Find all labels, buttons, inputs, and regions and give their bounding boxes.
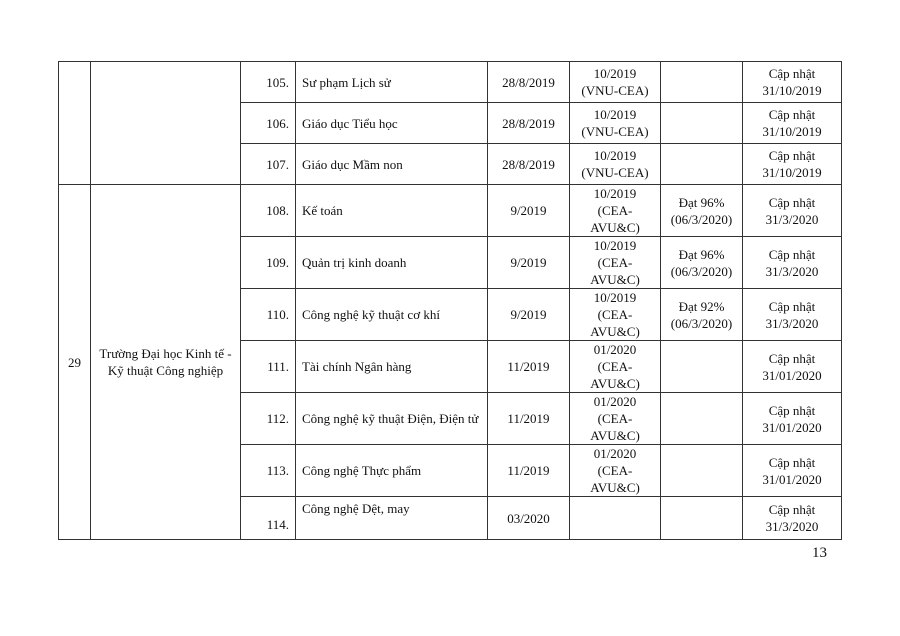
update-date: Cập nhật 31/10/2019: [743, 62, 842, 103]
accreditation-result: [661, 62, 743, 103]
evaluation-date: 28/8/2019: [488, 144, 570, 185]
accreditation-org: 01/2020 (CEA- AVU&C): [570, 341, 661, 393]
program-number: 113.: [241, 445, 296, 497]
program-name: Công nghệ Dệt, may: [296, 497, 488, 540]
program-name: Công nghệ kỹ thuật Điện, Điện tử: [296, 393, 488, 445]
school-number-cell: [59, 62, 91, 185]
evaluation-date: 28/8/2019: [488, 103, 570, 144]
update-date: Cập nhật 31/3/2020: [743, 497, 842, 540]
accreditation-org: 10/2019 (CEA- AVU&C): [570, 289, 661, 341]
accreditation-org: 10/2019 (VNU-CEA): [570, 103, 661, 144]
program-number: 107.: [241, 144, 296, 185]
table-row: [59, 62, 842, 103]
update-date: Cập nhật 31/01/2020: [743, 341, 842, 393]
accreditation-result: [661, 445, 743, 497]
school-number-cell: 29: [59, 185, 91, 540]
evaluation-date: 9/2019: [488, 289, 570, 341]
program-name: Công nghệ kỹ thuật cơ khí: [296, 289, 488, 341]
program-name: Công nghệ Thực phẩm: [296, 445, 488, 497]
school-name-cell: [91, 62, 241, 185]
program-name: Kế toán: [296, 185, 488, 237]
program-number: 108.: [241, 185, 296, 237]
program-number: 111.: [241, 341, 296, 393]
evaluation-date: 9/2019: [488, 237, 570, 289]
accreditation-org: 01/2020 (CEA- AVU&C): [570, 445, 661, 497]
program-number: 106.: [241, 103, 296, 144]
update-date: Cập nhật 31/10/2019: [743, 144, 842, 185]
program-name: Tài chính Ngân hàng: [296, 341, 488, 393]
program-number: 112.: [241, 393, 296, 445]
accreditation-org: 01/2020 (CEA- AVU&C): [570, 393, 661, 445]
table-row: [59, 185, 842, 237]
update-date: Cập nhật 31/10/2019: [743, 103, 842, 144]
update-date: Cập nhật 31/3/2020: [743, 289, 842, 341]
program-number: 109.: [241, 237, 296, 289]
evaluation-date: 11/2019: [488, 445, 570, 497]
accreditation-result: [661, 103, 743, 144]
update-date: Cập nhật 31/3/2020: [743, 185, 842, 237]
accreditation-org: 10/2019 (CEA- AVU&C): [570, 237, 661, 289]
evaluation-date: 11/2019: [488, 393, 570, 445]
accreditation-result: [661, 497, 743, 540]
accreditation-result: Đạt 92% (06/3/2020): [661, 289, 743, 341]
page-number: 13: [812, 545, 827, 561]
program-number: 110.: [241, 289, 296, 341]
evaluation-date: 9/2019: [488, 185, 570, 237]
update-date: Cập nhật 31/01/2020: [743, 445, 842, 497]
accreditation-table: [58, 61, 842, 540]
update-date: Cập nhật 31/01/2020: [743, 393, 842, 445]
program-number: 114.: [241, 497, 296, 540]
accreditation-result: Đạt 96% (06/3/2020): [661, 185, 743, 237]
accreditation-org: 10/2019 (VNU-CEA): [570, 144, 661, 185]
accreditation-org: [570, 497, 661, 540]
evaluation-date: 28/8/2019: [488, 62, 570, 103]
program-name: Giáo dục Tiểu học: [296, 103, 488, 144]
program-name: Giáo dục Mầm non: [296, 144, 488, 185]
accreditation-result: [661, 144, 743, 185]
school-name-cell: Trường Đại học Kinh tế - Kỹ thuật Công nghiệp: [91, 185, 241, 540]
evaluation-date: 03/2020: [488, 497, 570, 540]
accreditation-org: 10/2019 (VNU-CEA): [570, 62, 661, 103]
program-number: 105.: [241, 62, 296, 103]
accreditation-org: 10/2019 (CEA- AVU&C): [570, 185, 661, 237]
program-name: Sư phạm Lịch sử: [296, 62, 488, 103]
accreditation-result: Đạt 96% (06/3/2020): [661, 237, 743, 289]
accreditation-result: [661, 341, 743, 393]
evaluation-date: 11/2019: [488, 341, 570, 393]
accreditation-result: [661, 393, 743, 445]
program-name: Quản trị kinh doanh: [296, 237, 488, 289]
update-date: Cập nhật 31/3/2020: [743, 237, 842, 289]
